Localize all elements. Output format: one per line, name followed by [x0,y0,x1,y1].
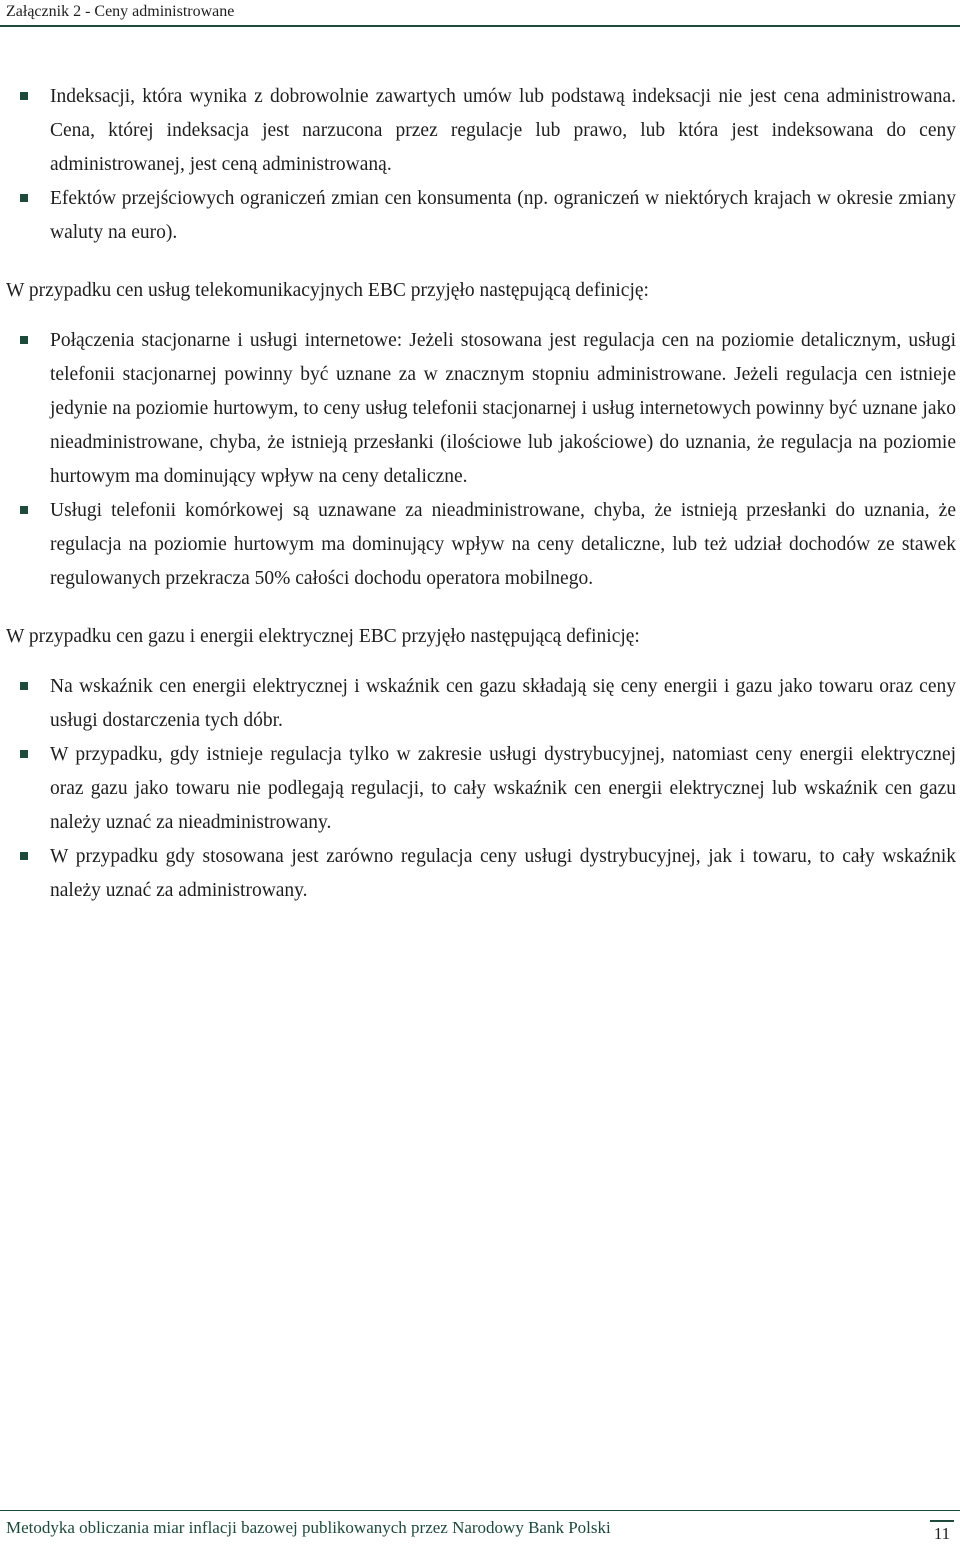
square-bullet-icon [20,852,28,860]
bullet-list-telecom [6,324,956,596]
list-item [6,324,956,494]
list-item [6,494,956,596]
list-item [6,670,956,738]
list-item [6,738,956,840]
page-number: 11 [930,1520,954,1544]
list-item-text: Indeksacji, która wynika z dobrowolnie zawartych umów lub podstawą indeksacji nie jest cena administrowana. Cena, której indeksacja jest narzucona przez regulacje lub prawo, lub która jest indeksowana do ceny administrowanej, jest ceną administrowaną. [50,86,956,175]
square-bullet-icon [20,92,28,100]
running-footer: Metodyka obliczania miar inflacji bazowej publikowanych przez Narodowy Bank Polski [6,1518,611,1537]
running-header: Załącznik 2 - Ceny administrowane [6,3,235,20]
telecom-intro-paragraph: W przypadku cen usług telekomunikacyjnych EBC przyjęło następującą definicję: [6,280,649,301]
page-body [6,80,956,908]
square-bullet-icon [20,194,28,202]
list-item [6,182,956,250]
square-bullet-icon [20,682,28,690]
list-item-text: Na wskaźnik cen energii elektrycznej i wskaźnik cen gazu składają się ceny energii i gazu jako towaru oraz ceny usługi dostarczenia tych dóbr. [50,676,956,731]
square-bullet-icon [20,336,28,344]
footer-divider [0,1510,960,1511]
list-item [6,80,956,182]
bullet-list-energy [6,670,956,908]
list-item [6,840,956,908]
square-bullet-icon [20,506,28,514]
energy-intro-paragraph: W przypadku cen gazu i energii elektrycznej EBC przyjęło następującą definicję: [6,626,640,647]
header-divider [0,25,960,27]
list-item-text: Połączenia stacjonarne i usługi internetowe: Jeżeli stosowana jest regulacja cen na poziomie detalicznym, usługi telefonii stacjonarnej powinny być uznane za w znacznym stopniu administrowane. Jeżeli regulacja cen istnieje jedynie na poziomie hurtowym, to ceny usług telefonii stacjonarnej i usług internetowych powinny być uznane jako nieadministrowane, chyba, że istnieją przesłanki (ilościowe lub jakościowe) do uznania, że regulacja na poziomie hurtowym ma dominujący wpływ na ceny detaliczne. [50,330,956,487]
list-item-text: W przypadku gdy stosowana jest zarówno regulacja ceny usługi dystrybucyjnej, jak i towaru, to cały wskaźnik należy uznać za administrowany. [50,846,956,901]
list-item-text: Usługi telefonii komórkowej są uznawane za nieadministrowane, chyba, że istnieją przesłanki do uznania, że regulacja na poziomie hurtowym ma dominujący wpływ na ceny detaliczne, lub też udział dochodów ze stawek regulowanych przekracza 50% całości dochodu operatora mobilnego. [50,500,956,589]
list-item-text: W przypadku, gdy istnieje regulacja tylko w zakresie usługi dystrybucyjnej, natomiast ceny energii elektrycznej oraz gazu jako towaru nie podlegają regulacji, to cały wskaźnik cen energii elektrycznej lub wskaźnik cen gazu należy uznać za nieadministrowany. [50,744,956,833]
bullet-list-exclusions [6,80,956,250]
list-item-text: Efektów przejściowych ograniczeń zmian cen konsumenta (np. ograniczeń w niektórych krajach w okresie zmiany waluty na euro). [50,188,956,243]
square-bullet-icon [20,750,28,758]
